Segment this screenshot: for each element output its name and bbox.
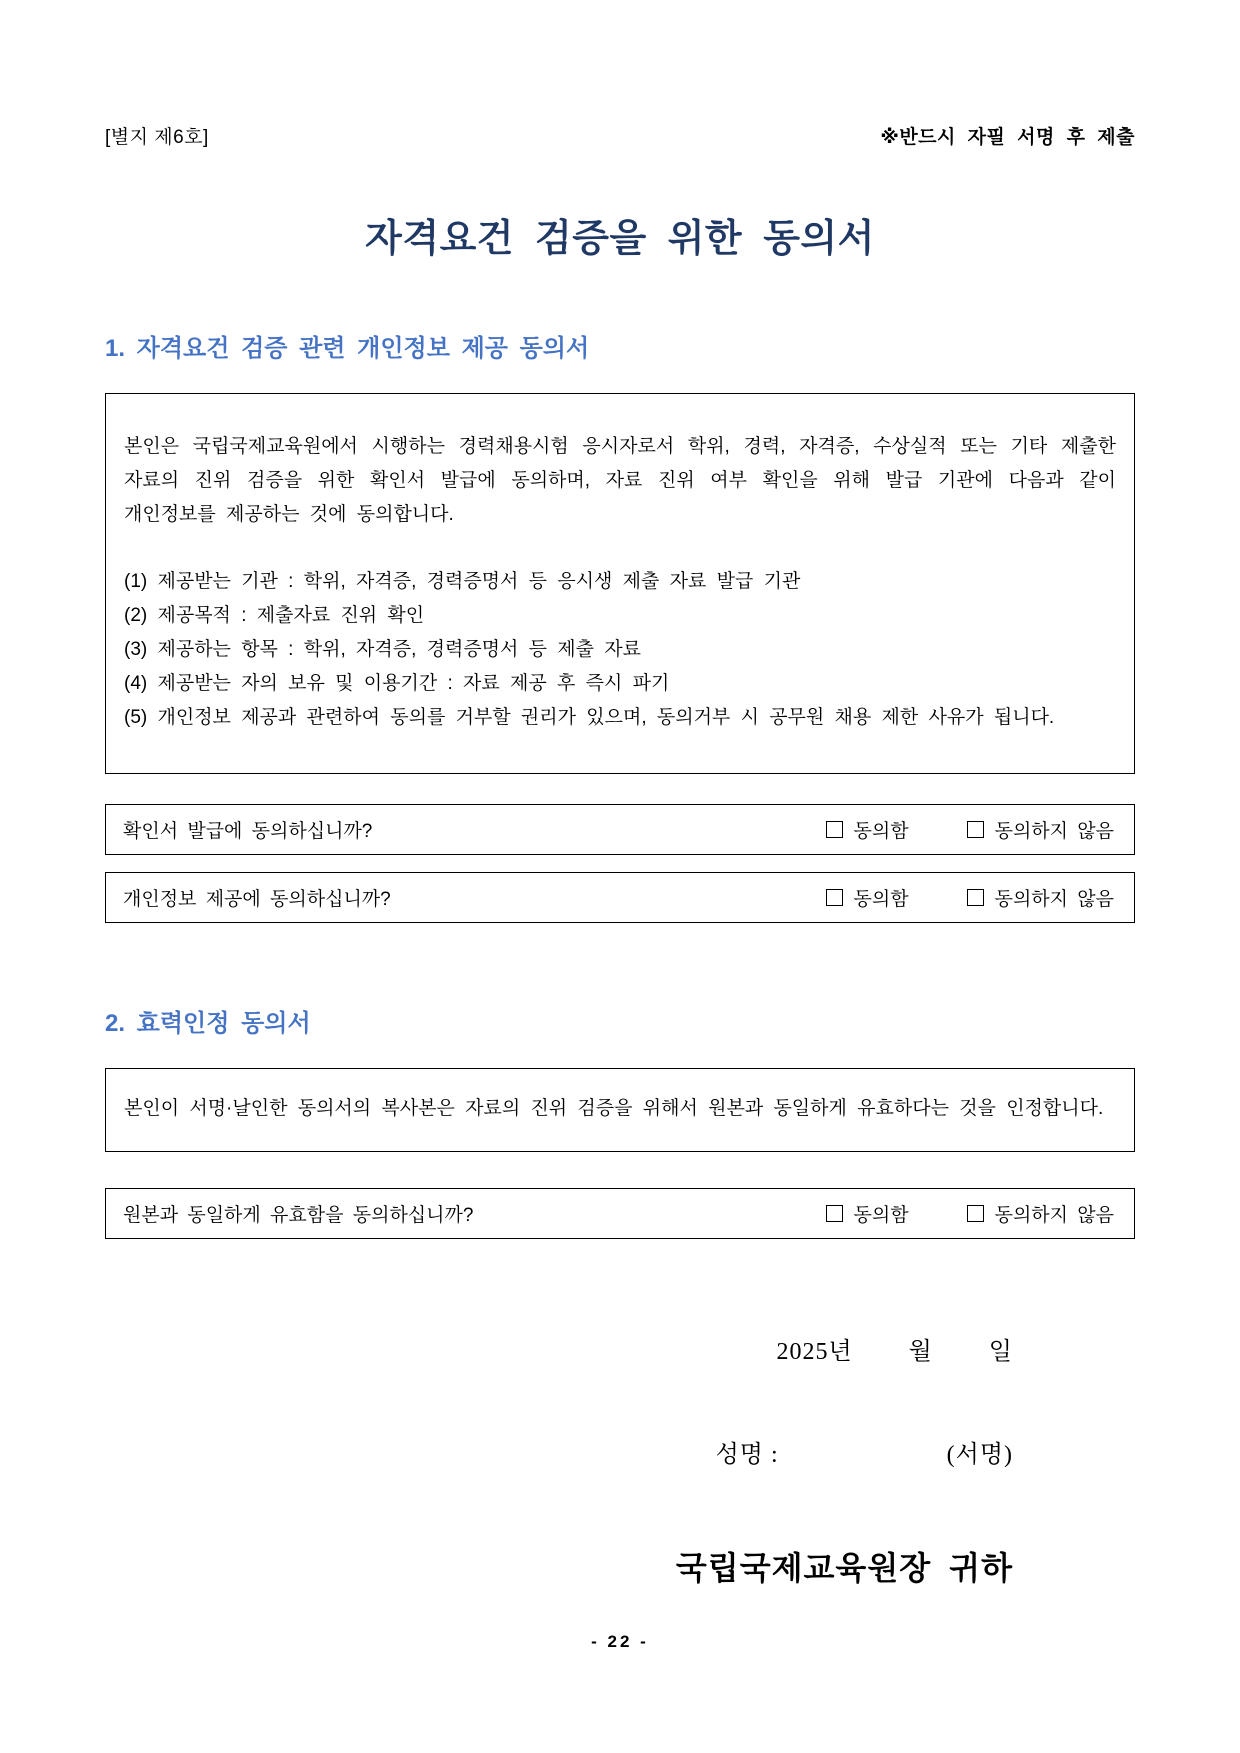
consent-row-certificate-issue [105, 804, 1135, 855]
signature-recipient: 국립국제교육원장 귀하 [675, 1550, 1013, 1586]
agree-label: 동의함 [853, 1205, 909, 1226]
page-number: - 22 - [591, 1632, 649, 1651]
signature-date-line: 2025년 월 일 [776, 1339, 1013, 1365]
attachment-label: [별지 제6호] [105, 127, 209, 148]
consent-row-copy-validity [105, 1188, 1135, 1239]
agree-option[interactable] [826, 884, 909, 911]
signature-block [105, 1295, 1135, 1625]
consent-row-personal-info [105, 872, 1135, 923]
agree-label: 동의함 [853, 889, 909, 910]
agree-option[interactable] [826, 1200, 909, 1227]
section2-terms-box [105, 1068, 1135, 1152]
agree-label: 동의함 [853, 821, 909, 842]
disagree-option[interactable] [967, 816, 1114, 843]
list-item: (4) 제공받는 자의 보유 및 이용기간 : 자료 제공 후 즉시 파기 [124, 673, 670, 694]
disagree-label: 동의하지 않음 [994, 1205, 1114, 1226]
checkbox-disagree[interactable] [967, 889, 984, 906]
disagree-label: 동의하지 않음 [994, 889, 1114, 910]
checkbox-disagree[interactable] [967, 1205, 984, 1222]
consent-question: 개인정보 제공에 동의하십니까? [123, 889, 391, 910]
disagree-option[interactable] [967, 1200, 1114, 1227]
section1-intro-paragraph: 본인은 국립국제교육원에서 시행하는 경력채용시험 응시자로서 학위, 경력, 자격증, 수상실적 또는 기타 제출한 자료의 진위 검증을 위한 확인서 발급에 동의하며, 자료 진위 여부 확인을 위해 발급 기관에 다음과 같이 개인정보를 제공하는 것에 동의합니다. [124, 436, 1116, 525]
disagree-label: 동의하지 않음 [994, 821, 1114, 842]
section1-heading: 1. 자격요건 검증 관련 개인정보 제공 동의서 [105, 335, 590, 362]
page-title: 자격요건 검증을 위한 동의서 [365, 218, 875, 260]
list-item: (2) 제공목적 : 제출자료 진위 확인 [124, 605, 425, 626]
list-item: (1) 제공받는 기관 : 학위, 자격증, 경력증명서 등 응시생 제출 자료 발급 기관 [124, 571, 801, 592]
checkbox-agree[interactable] [826, 889, 843, 906]
consent-question: 원본과 동일하게 유효함을 동의하십니까? [123, 1205, 474, 1226]
section1-terms-box [105, 393, 1135, 774]
section2-heading: 2. 효력인정 동의서 [105, 1010, 311, 1037]
signature-name-line: 성명 : (서명) [715, 1442, 1013, 1468]
agree-option[interactable] [826, 816, 909, 843]
handwritten-signature-notice: ※반드시 자필 서명 후 제출 [880, 127, 1135, 148]
checkbox-disagree[interactable] [967, 821, 984, 838]
checkbox-agree[interactable] [826, 1205, 843, 1222]
section2-body-paragraph: 본인이 서명·날인한 동의서의 복사본은 자료의 진위 검증을 위해서 원본과 동일하게 유효하다는 것을 인정합니다. [124, 1098, 1104, 1119]
list-item: (5) 개인정보 제공과 관련하여 동의를 거부할 권리가 있으며, 동의거부 시 공무원 채용 제한 사유가 됩니다. [124, 707, 1055, 728]
checkbox-agree[interactable] [826, 821, 843, 838]
disagree-option[interactable] [967, 884, 1114, 911]
consent-question: 확인서 발급에 동의하십니까? [123, 821, 373, 842]
page-header [105, 0, 1135, 149]
list-item: (3) 제공하는 항목 : 학위, 자격증, 경력증명서 등 제출 자료 [124, 639, 642, 660]
